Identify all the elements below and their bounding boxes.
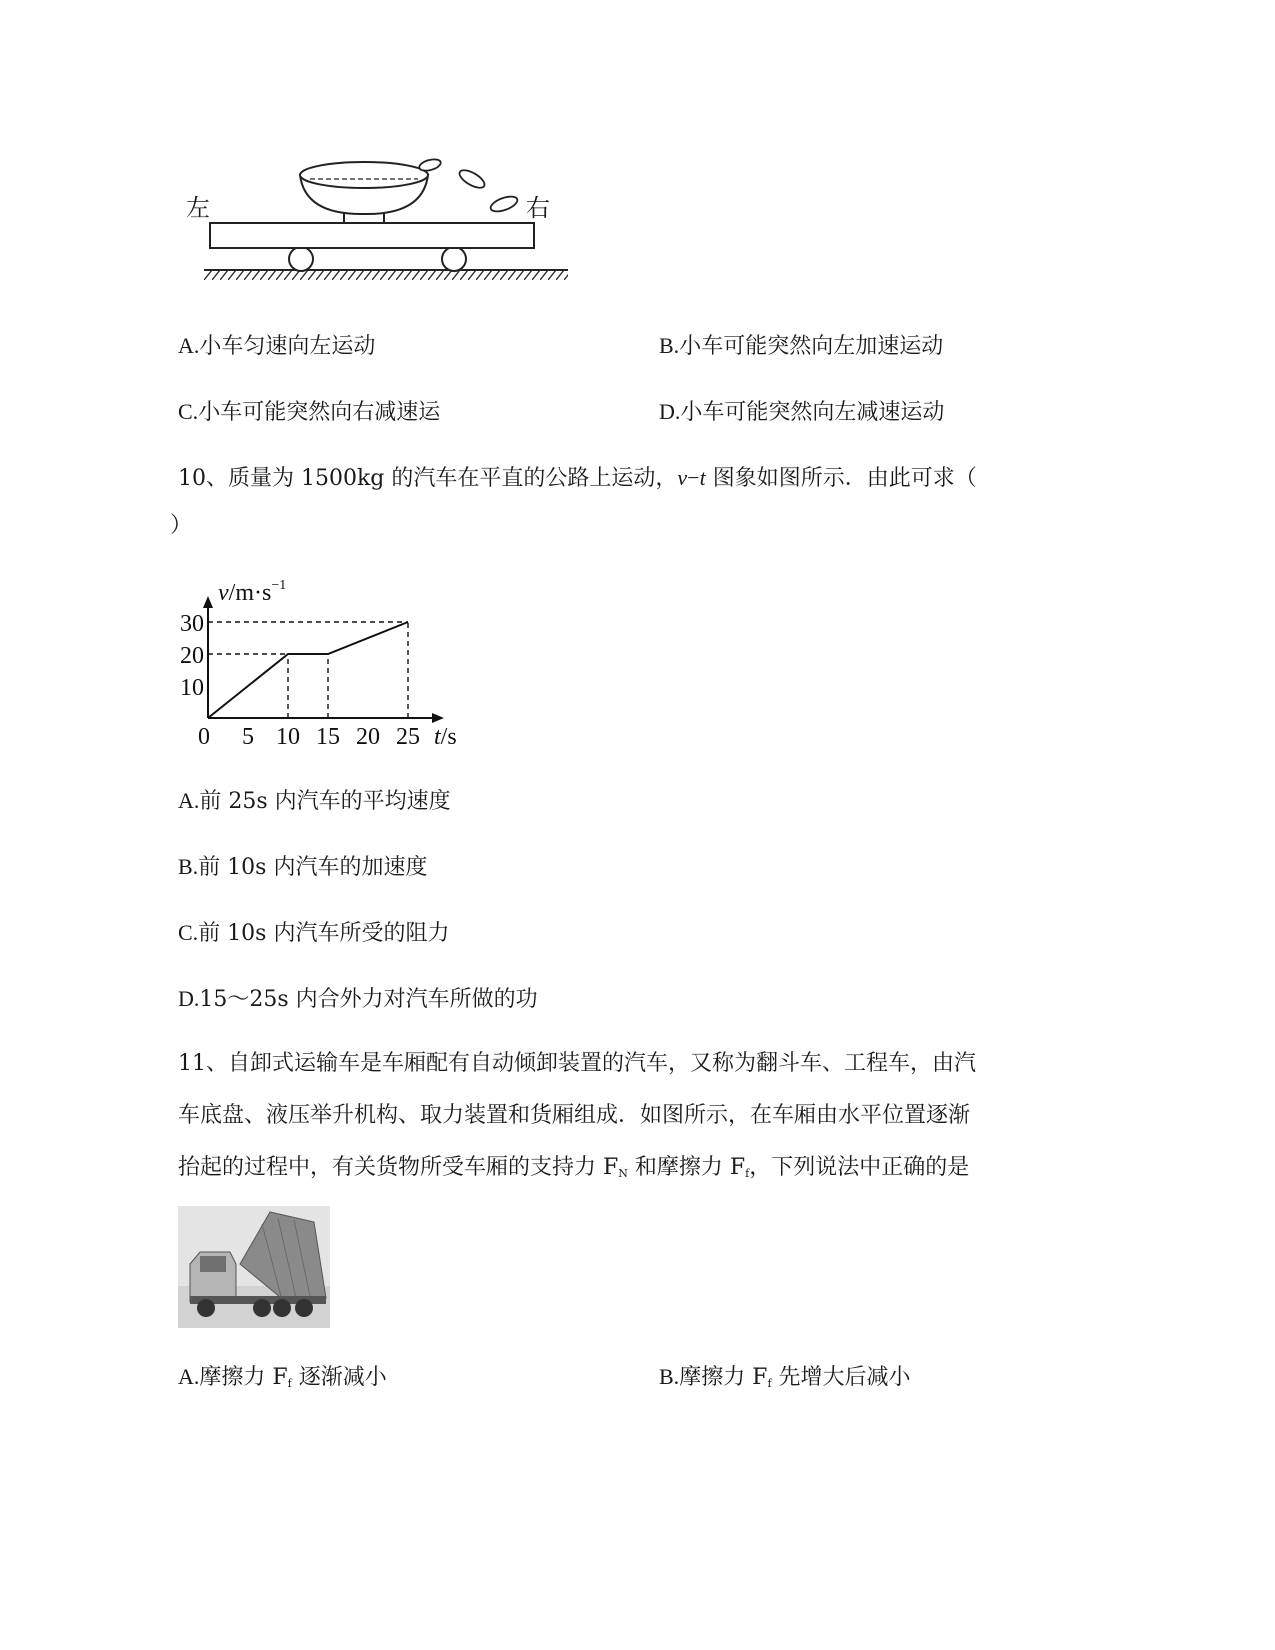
q10-option-c <box>178 918 449 949</box>
ground-hatch <box>204 270 568 280</box>
option-label: C. <box>178 399 199 424</box>
q11-line-3 <box>178 1142 1058 1200</box>
x-tick-label: 10 <box>276 724 300 750</box>
option-text: 前 10s 内汽车所受的阻力 <box>198 921 450 946</box>
velocity-line <box>208 622 408 718</box>
option-subscript: f <box>287 1377 292 1390</box>
option-text: 摩擦力 F <box>199 1365 288 1390</box>
q11-line-3-text: 抬起的过程中，有关货物所受车厢的支持力 F <box>178 1155 619 1180</box>
cart-figure <box>180 150 580 290</box>
water-drop <box>489 194 519 215</box>
dump-truck-photo <box>178 1206 330 1328</box>
option-subscript: f <box>767 1377 772 1390</box>
dump-truck-illustration <box>178 1206 330 1328</box>
x-tick-label: 5 <box>242 724 254 750</box>
water-drop <box>418 157 442 172</box>
fn-subscript: N <box>618 1167 628 1180</box>
x-axis-unit: /s <box>440 724 457 750</box>
q9-option-d <box>659 397 944 428</box>
q9-option-a <box>178 331 375 362</box>
q10-option-b <box>178 852 427 883</box>
q11-stem <box>178 1038 1058 1200</box>
x-tick-label: 0 <box>198 724 210 750</box>
x-tick-label: 25 <box>396 724 420 750</box>
q11-line-3-text-mid: 和摩擦力 F <box>627 1155 746 1180</box>
option-text-end: 逐渐减小 <box>291 1365 387 1390</box>
y-axis-unit: /m·s <box>228 580 272 606</box>
option-label: B. <box>659 333 680 358</box>
q10-stem <box>178 463 977 494</box>
y-tick-label: 20 <box>180 643 204 669</box>
y-axis-var: v <box>218 580 229 606</box>
x-tick-label: 15 <box>316 724 340 750</box>
right-direction-label: 右 <box>526 194 550 222</box>
option-text: 小车可能突然向左减速运动 <box>680 400 945 425</box>
water-drop <box>457 167 487 191</box>
y-tick-label: 10 <box>180 675 204 701</box>
option-text-end: 先增大后减小 <box>771 1365 911 1390</box>
option-label: D. <box>178 986 200 1011</box>
option-label: A. <box>178 1364 200 1389</box>
vt-chart-svg <box>170 570 470 750</box>
q11-line-3-text-end: ，下列说法中正确的是 <box>749 1155 970 1180</box>
q10-stem-close: ） <box>170 513 193 538</box>
x-axis-var: t <box>434 724 441 750</box>
option-text: 15～25s 内合外力对汽车所做的功 <box>199 987 538 1012</box>
option-text: 小车可能突然向左加速运动 <box>679 334 944 359</box>
cart-diagram <box>180 150 580 290</box>
q11-option-b <box>659 1362 911 1399</box>
cart-body <box>210 223 534 248</box>
option-label: A. <box>178 788 200 813</box>
option-text: 前 10s 内汽车的加速度 <box>198 855 428 880</box>
option-text: 小车可能突然向右减速运 <box>198 400 441 425</box>
x-axis-label <box>434 724 457 750</box>
q10-option-a <box>178 786 451 817</box>
ff-subscript: f <box>745 1167 750 1180</box>
cart-wheel-right <box>442 247 466 271</box>
option-text: 小车匀速向左运动 <box>199 334 376 359</box>
option-label: D. <box>659 399 681 424</box>
y-axis-exponent: −1 <box>271 578 287 593</box>
q10-stem-text-end: 图象如图所示．由此可求（ <box>705 466 977 491</box>
q11-line-1: 11、自卸式运输车是车厢配有自动倾卸装置的汽车，又称为翻斗车、工程车，由汽 <box>178 1051 976 1076</box>
x-tick-label: 20 <box>356 724 380 750</box>
option-label: A. <box>178 333 200 358</box>
cart-wheel-left <box>289 247 313 271</box>
option-text: 前 25s 内汽车的平均速度 <box>199 789 451 814</box>
bowl-rim <box>300 162 428 188</box>
y-tick-label: 30 <box>180 611 204 637</box>
option-label: C. <box>178 920 199 945</box>
q9-option-b <box>659 331 943 362</box>
q10-stem-dash: − <box>687 465 700 490</box>
q10-option-d <box>178 984 538 1015</box>
y-axis-arrow <box>203 596 213 608</box>
option-text: 摩擦力 F <box>679 1365 768 1390</box>
vt-chart <box>170 570 470 750</box>
option-label: B. <box>178 854 199 879</box>
q10-stem-text: 10、质量为 1500kg 的汽车在平直的公路上运动， <box>178 466 678 491</box>
q11-option-a <box>178 1362 387 1399</box>
q11-line-2: 车底盘、液压举升机构、取力装置和货厢组成．如图所示，在车厢由水平位置逐渐 <box>178 1103 971 1128</box>
q9-option-c <box>178 397 440 428</box>
q10-stem-t: t <box>699 465 706 490</box>
left-direction-label: 左 <box>186 194 210 222</box>
option-label: B. <box>659 1364 680 1389</box>
x-axis-arrow <box>432 713 444 723</box>
y-axis-label <box>218 578 286 606</box>
q10-stem-v: v <box>677 465 688 490</box>
